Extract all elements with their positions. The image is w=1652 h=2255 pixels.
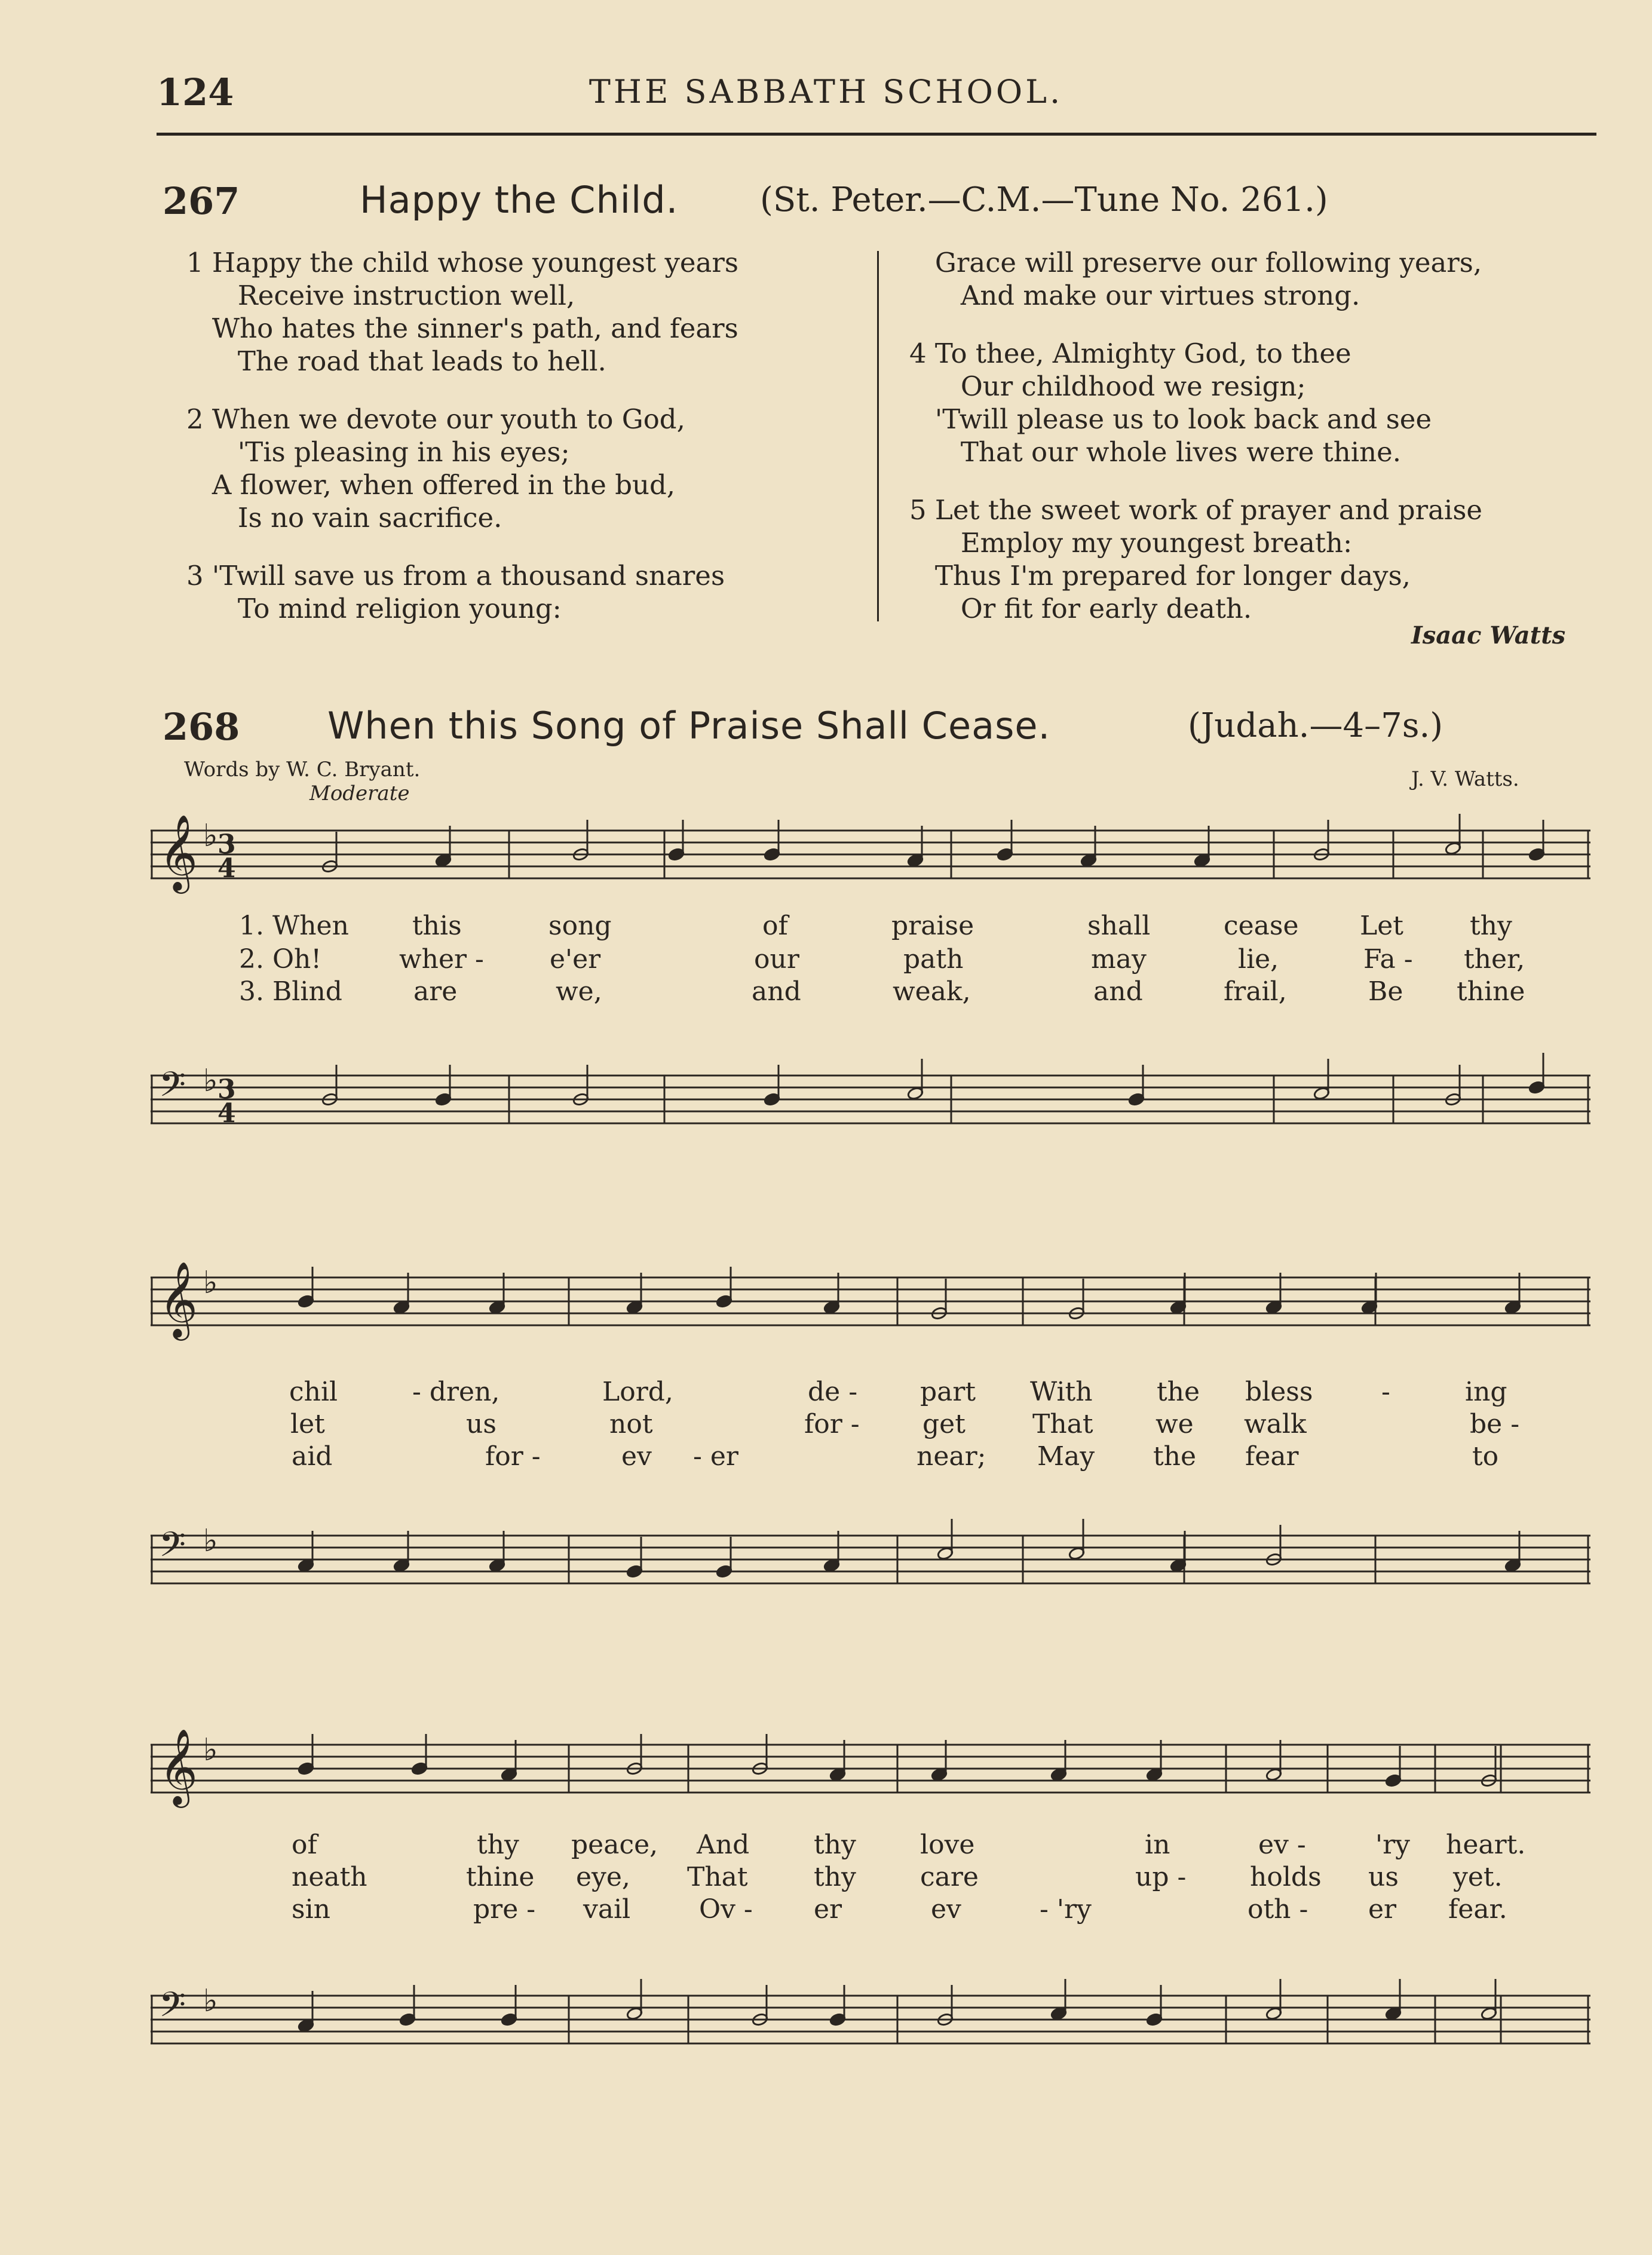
lyric-syllable: ing	[1465, 1377, 1507, 1407]
lyric-syllable: part	[920, 1377, 976, 1407]
system-1-treble-staff	[151, 807, 1602, 902]
lyric-syllable: chil	[289, 1377, 338, 1407]
lyric-syllable: oth -	[1248, 1894, 1308, 1925]
verse-gap	[909, 312, 1482, 337]
lyric-syllable: lie,	[1238, 944, 1279, 975]
hymn-268-number: 268	[163, 705, 240, 749]
lyric-syllable: praise	[891, 911, 974, 941]
lyric-syllable: - dren,	[412, 1377, 500, 1407]
verse-line: The road that leads to hell.	[186, 345, 606, 377]
flat-icon: ♭	[203, 1523, 218, 1559]
lyric-syllable: of	[762, 911, 788, 941]
verse-line: That our whole lives were thine.	[909, 436, 1402, 468]
verse-line: Grace will preserve our following years,	[909, 247, 1482, 278]
verse-line: 2 When we devote our youth to God,	[186, 403, 685, 435]
lyric-syllable: we	[1156, 1409, 1194, 1439]
lyric-syllable: thy	[814, 1862, 856, 1892]
lyric-syllable: the	[1157, 1377, 1200, 1407]
lyric-syllable: pre -	[473, 1894, 536, 1925]
composer: J. V. Watts.	[1411, 767, 1519, 791]
lyric-syllable: With	[1030, 1377, 1093, 1407]
lyric-syllable: let	[290, 1409, 325, 1439]
verse-line: 'Tis pleasing in his eyes;	[186, 436, 570, 468]
lyric-syllable: Ov -	[699, 1894, 753, 1925]
lyric-syllable: er	[814, 1894, 842, 1925]
treble-clef-icon: 𝄞	[159, 814, 198, 890]
lyric-syllable: ev	[931, 1894, 961, 1925]
lyric-syllable: of	[292, 1830, 317, 1860]
verse-line: Our childhood we resign;	[909, 370, 1306, 402]
hymn-268-title: When this Song of Praise Shall Cease.	[327, 704, 1051, 747]
lyric-syllable: to	[1472, 1441, 1499, 1472]
page-number: 124	[157, 71, 234, 114]
tempo-marking: Moderate	[309, 782, 410, 805]
time-signature-bottom: 4	[217, 1098, 236, 1129]
lyric-syllable: in	[1145, 1830, 1170, 1860]
hymn-267-author: Isaac Watts	[1411, 621, 1566, 649]
lyric-syllable: And	[697, 1830, 750, 1860]
hymn-267-number: 267	[163, 179, 240, 223]
lyric-syllable: ther,	[1464, 944, 1525, 975]
bass-clef-icon: 𝄢	[159, 1064, 186, 1113]
lyric-syllable: Be	[1368, 976, 1403, 1007]
lyric-syllable: er	[1368, 1894, 1397, 1925]
verse-line: Employ my youngest breath:	[909, 527, 1353, 559]
lyric-syllable: 1. When	[239, 911, 349, 941]
lyric-syllable: get	[922, 1409, 966, 1439]
lyric-syllable: heart.	[1446, 1830, 1526, 1860]
lyric-syllable: ev	[621, 1441, 652, 1472]
verse-line: 'Twill please us to look back and see	[909, 403, 1432, 435]
hymn-267-column-2	[909, 246, 1482, 625]
lyric-syllable: not	[609, 1409, 653, 1439]
time-signature-bottom: 4	[217, 853, 236, 884]
header-rule	[157, 133, 1596, 136]
verse-line: 4 To thee, Almighty God, to thee	[909, 338, 1351, 369]
flat-icon: ♭	[203, 1063, 218, 1099]
lyric-syllable: Fa -	[1363, 944, 1413, 975]
lyric-syllable: shall	[1087, 911, 1151, 941]
lyric-syllable: weak,	[893, 976, 971, 1007]
verse-line: Who hates the sinner's path, and fears	[186, 312, 738, 344]
lyric-syllable: may	[1091, 944, 1147, 975]
lyric-syllable: May	[1037, 1441, 1095, 1472]
lyric-syllable: the	[1153, 1441, 1197, 1472]
hymn-268-tune: (Judah.—4–7s.)	[1188, 706, 1443, 745]
lyric-syllable: eye,	[576, 1862, 630, 1892]
system-1-bass-staff	[151, 1052, 1602, 1165]
verse-line: 5 Let the sweet work of prayer and praise	[909, 494, 1483, 526]
lyric-syllable: thine	[466, 1862, 535, 1892]
system-2-bass-staff	[151, 1512, 1602, 1625]
lyric-syllable: Let	[1360, 911, 1403, 941]
verse-line: Or fit for early death.	[909, 593, 1252, 624]
lyric-syllable: aid	[292, 1441, 333, 1472]
lyric-syllable: us	[466, 1409, 496, 1439]
lyric-syllable: frail,	[1224, 976, 1287, 1007]
lyric-syllable: bless	[1245, 1377, 1313, 1407]
lyric-syllable: yet.	[1453, 1862, 1503, 1892]
lyric-syllable: That	[1032, 1409, 1093, 1439]
verse-gap	[186, 534, 738, 559]
bass-clef-icon: 𝄢	[159, 1984, 186, 2033]
lyric-syllable: are	[413, 976, 458, 1007]
lyric-syllable: holds	[1250, 1862, 1322, 1892]
lyric-syllable: e'er	[550, 944, 601, 975]
time-signature-top: 3	[217, 829, 236, 860]
lyric-syllable: and	[752, 976, 801, 1007]
lyric-syllable: ev -	[1258, 1830, 1306, 1860]
lyric-syllable: -	[1381, 1377, 1390, 1407]
flat-icon: ♭	[203, 1983, 218, 2019]
lyric-syllable: love	[920, 1830, 975, 1860]
verse-line: Is no vain sacrifice.	[186, 502, 502, 534]
system-2-treble-staff	[151, 1254, 1602, 1349]
lyric-syllable: de -	[808, 1377, 858, 1407]
lyric-syllable: care	[920, 1862, 979, 1892]
running-title: THE SABBATH SCHOOL.	[589, 73, 1063, 111]
lyric-syllable: vail	[583, 1894, 631, 1925]
lyric-syllable: and	[1093, 976, 1143, 1007]
lyric-syllable: near;	[917, 1441, 986, 1472]
lyric-syllable: our	[754, 944, 799, 975]
lyric-syllable: thine	[1457, 976, 1525, 1007]
lyric-syllable: for -	[485, 1441, 541, 1472]
lyric-syllable: walk	[1244, 1409, 1307, 1439]
lyric-syllable: wher -	[399, 944, 484, 975]
lyric-syllable: this	[412, 911, 462, 941]
lyric-syllable: us	[1368, 1862, 1399, 1892]
flat-icon: ♭	[203, 818, 218, 854]
verse-line: 3 'Twill save us from a thousand snares	[186, 560, 725, 592]
lyric-syllable: song	[548, 911, 612, 941]
lyric-syllable: fear	[1245, 1441, 1299, 1472]
lyric-syllable: thy	[814, 1830, 856, 1860]
column-divider	[877, 251, 879, 621]
bass-clef-icon: 𝄢	[159, 1524, 186, 1573]
lyric-syllable: for -	[804, 1409, 860, 1439]
lyric-syllable: thy	[477, 1830, 519, 1860]
flat-icon: ♭	[203, 1732, 218, 1768]
lyric-syllable: fear.	[1448, 1894, 1507, 1925]
lyric-syllable: - 'ry	[1040, 1894, 1092, 1925]
lyric-syllable: That	[687, 1862, 748, 1892]
hymn-267-column-1	[186, 246, 738, 625]
verse-line: Receive instruction well,	[186, 280, 575, 311]
lyric-syllable: cease	[1224, 911, 1299, 941]
lyric-syllable: Lord,	[602, 1377, 673, 1407]
verse-line: 1 Happy the child whose youngest years	[186, 247, 738, 278]
verse-gap	[186, 378, 738, 403]
verse-line: And make our virtues strong.	[909, 280, 1360, 311]
lyric-syllable: path	[903, 944, 964, 975]
words-by: Words by W. C. Bryant.	[184, 758, 421, 782]
lyric-syllable: thy	[1470, 911, 1512, 941]
treble-clef-icon: 𝄞	[159, 1261, 198, 1337]
system-3-bass-staff	[151, 1972, 1602, 2067]
hymn-267-title: Happy the Child.	[360, 178, 679, 222]
verse-line: A flower, when offered in the bud,	[186, 469, 676, 501]
verse-line: To mind religion young:	[186, 593, 562, 624]
hymn-267-tune: (St. Peter.—C.M.—Tune No. 261.)	[760, 180, 1328, 219]
lyric-syllable: be -	[1470, 1409, 1520, 1439]
system-3-treble-staff	[151, 1721, 1602, 1816]
verse-gap	[909, 468, 1482, 494]
lyric-syllable: 3. Blind	[239, 976, 342, 1007]
lyric-syllable: 'ry	[1375, 1830, 1410, 1860]
lyric-syllable: up -	[1135, 1862, 1187, 1892]
time-signature-top: 3	[217, 1074, 236, 1105]
lyric-syllable: we,	[556, 976, 602, 1007]
lyric-syllable: - er	[693, 1441, 738, 1472]
lyric-syllable: neath	[292, 1862, 367, 1892]
flat-icon: ♭	[203, 1265, 218, 1301]
lyric-syllable: sin	[292, 1894, 330, 1925]
verse-line: Thus I'm prepared for longer days,	[909, 560, 1411, 592]
lyric-syllable: 2. Oh!	[239, 944, 322, 975]
lyric-syllable: peace,	[571, 1830, 658, 1860]
treble-clef-icon: 𝄞	[159, 1728, 198, 1804]
